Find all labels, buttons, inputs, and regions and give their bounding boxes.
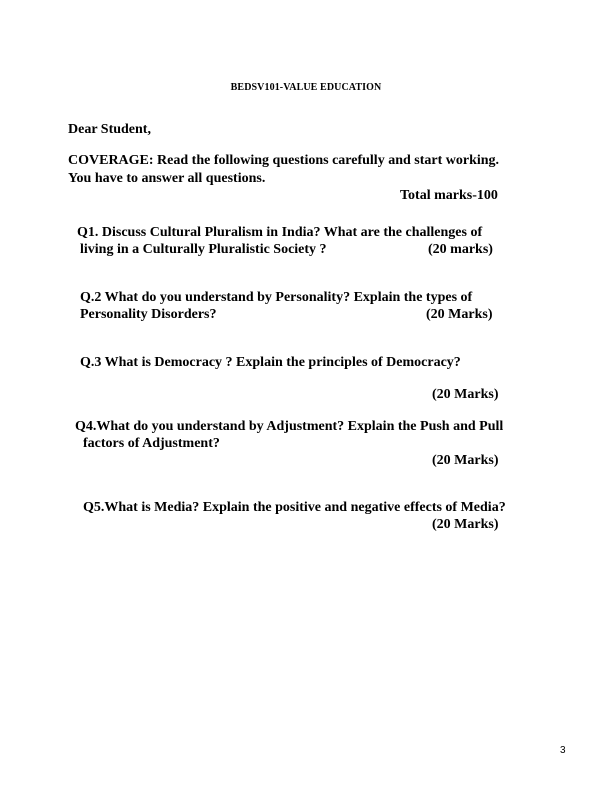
question-2-line-1: Q.2 What do you understand by Personality? Explain the types of — [80, 290, 473, 305]
question-1-marks: (20 marks) — [428, 242, 493, 257]
question-3-marks: (20 Marks) — [432, 387, 499, 402]
coverage-line-1: COVERAGE: Read the following questions carefully and start working. — [68, 153, 500, 168]
question-3-line-1: Q.3 What is Democracy ? Explain the principles of Democracy? — [80, 355, 461, 370]
page-number: 3 — [560, 745, 566, 756]
question-5-marks: (20 Marks) — [432, 517, 499, 532]
question-5-line-1: Q5.What is Media? Explain the positive and negative effects of Media? — [83, 500, 506, 515]
question-4-line-1: Q4.What do you understand by Adjustment? Explain the Push and Pull — [75, 419, 504, 434]
question-4-line-2: factors of Adjustment? — [83, 436, 220, 451]
question-4-marks: (20 Marks) — [432, 453, 499, 468]
question-1-line-2: living in a Culturally Pluralistic Society ? — [80, 242, 327, 257]
document-title: BEDSV101-VALUE EDUCATION — [230, 82, 382, 93]
question-2-line-2: Personality Disorders? — [80, 307, 217, 322]
coverage-line-2: You have to answer all questions. — [68, 171, 266, 186]
question-2-marks: (20 Marks) — [426, 307, 493, 322]
total-marks: Total marks-100 — [400, 188, 498, 203]
salutation: Dear Student, — [68, 122, 151, 137]
question-1-line-1: Q1. Discuss Cultural Pluralism in India? What are the challenges of — [77, 225, 483, 240]
